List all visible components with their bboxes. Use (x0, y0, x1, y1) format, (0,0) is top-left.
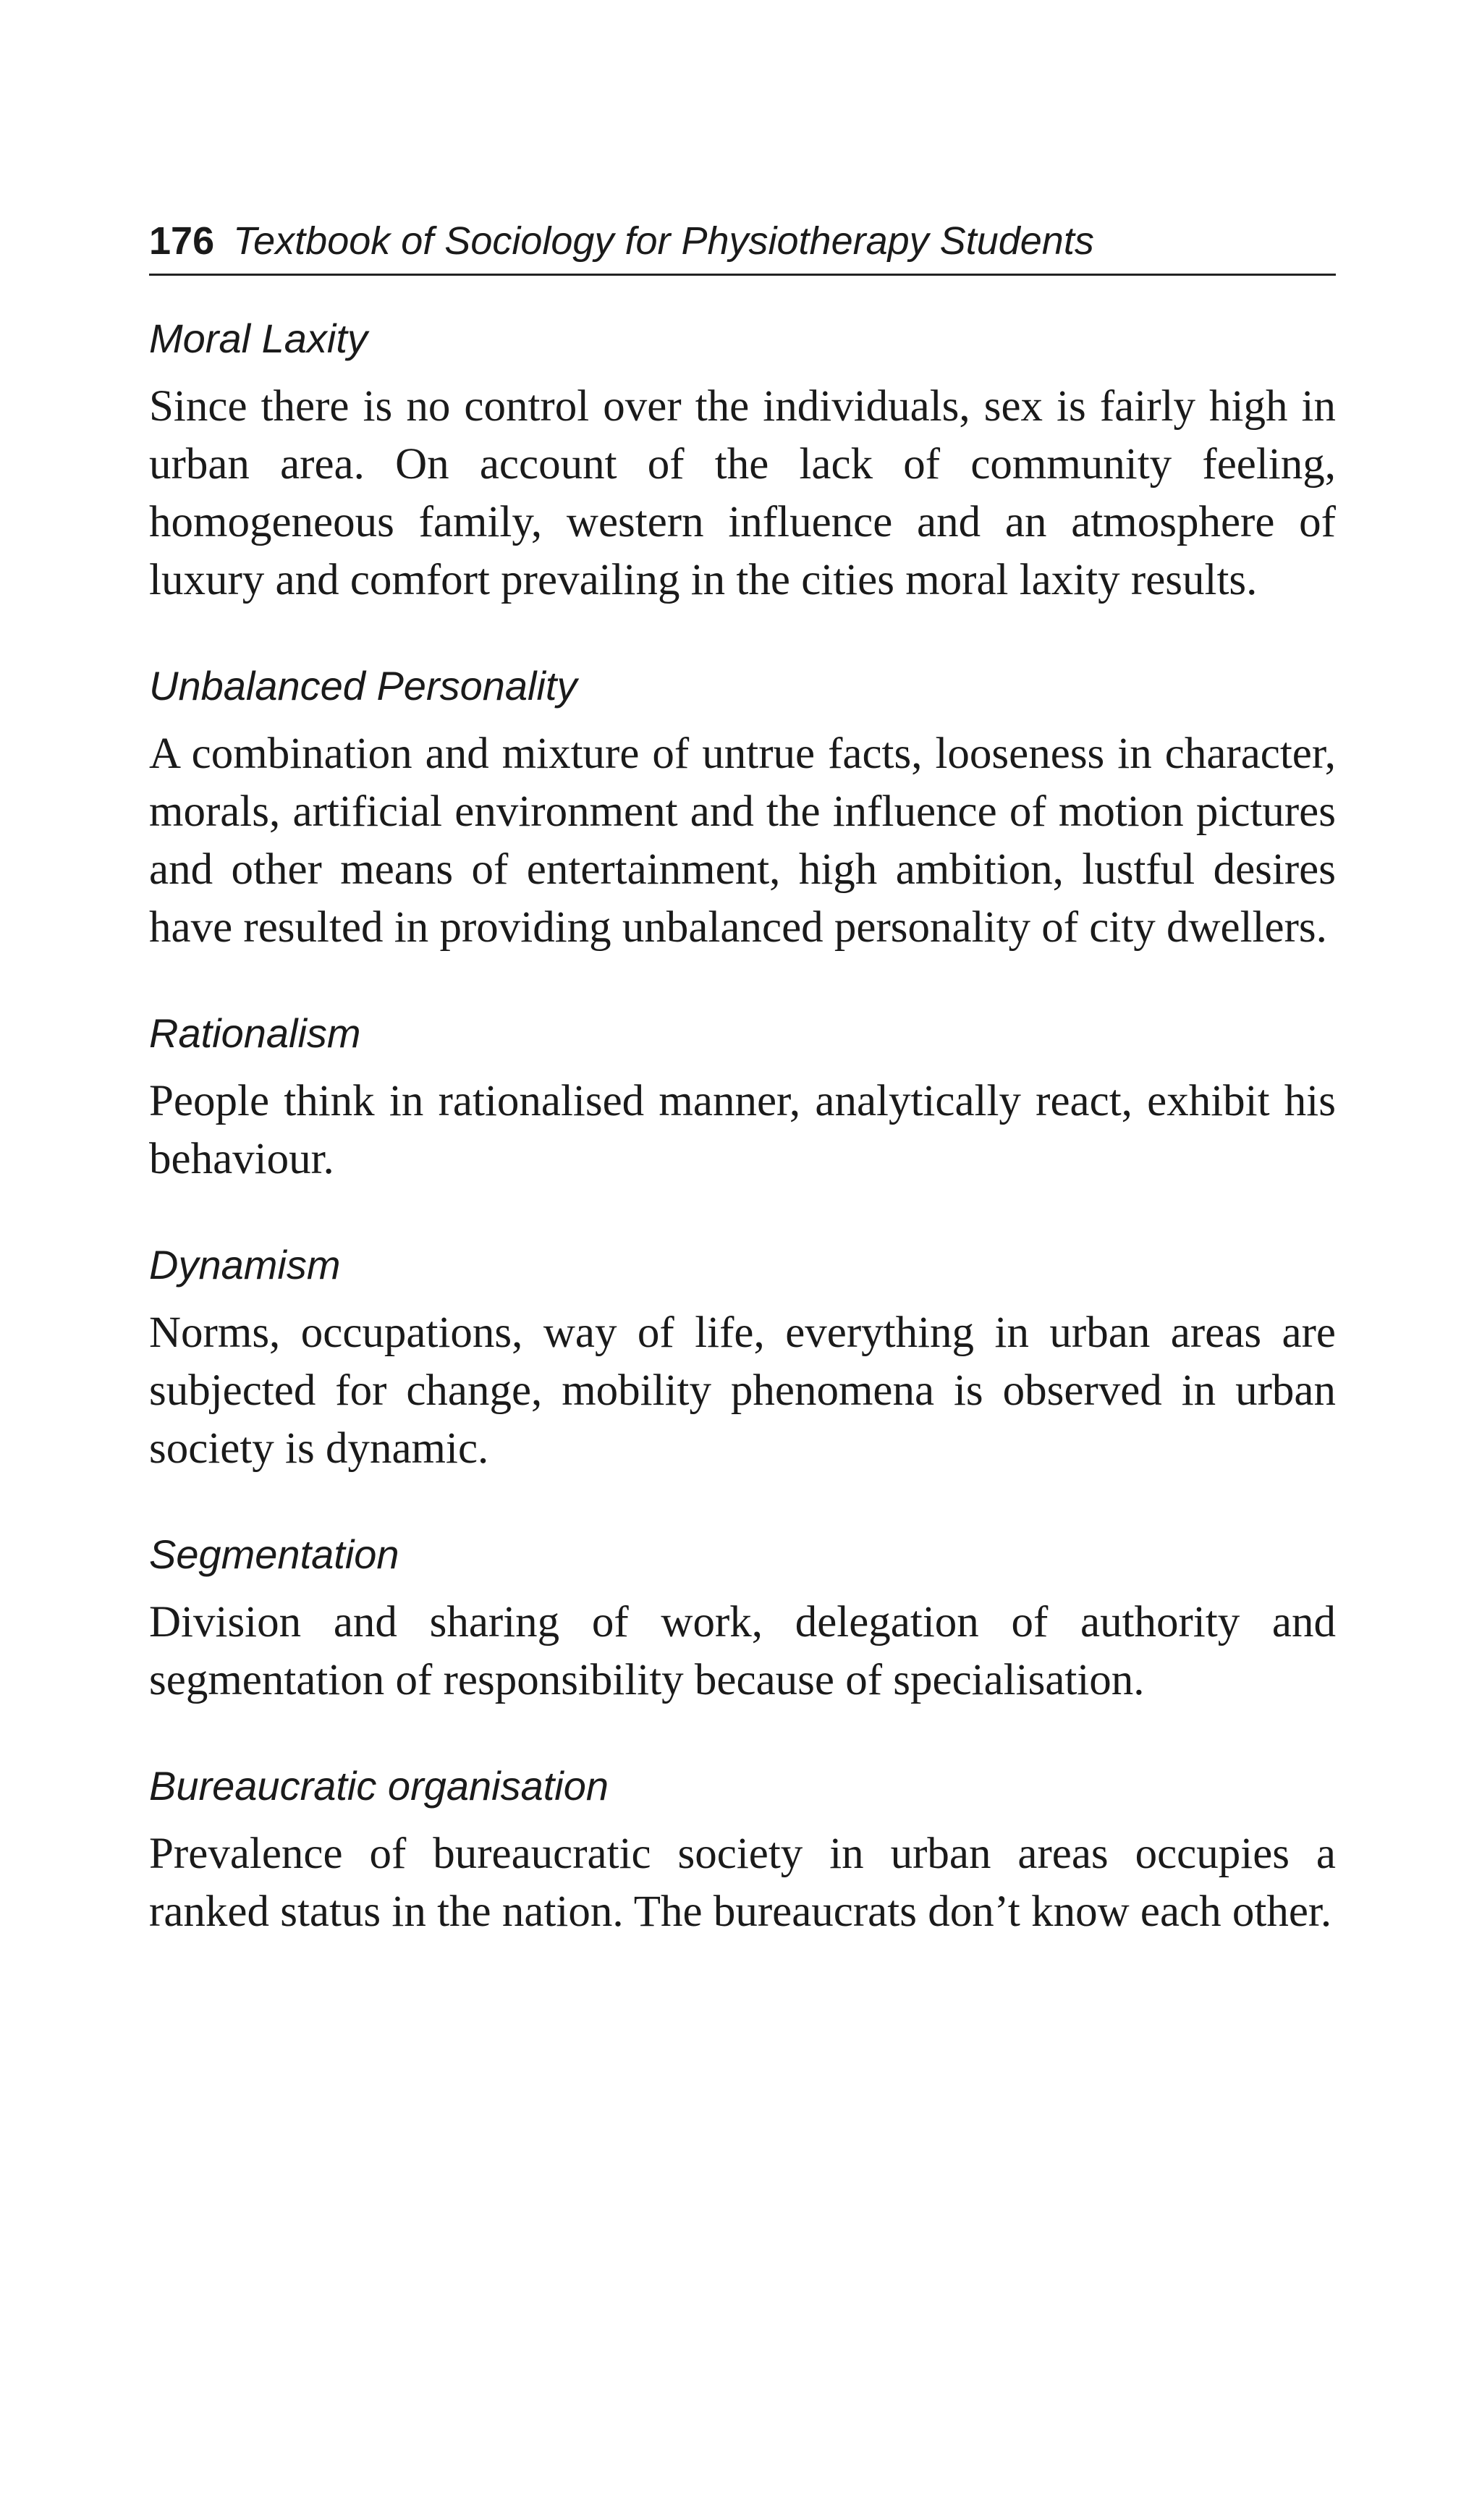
section-unbalanced-personality (149, 657, 1336, 957)
section-segmentation (149, 1526, 1336, 1709)
section-heading: Moral Laxity (149, 316, 368, 361)
section-body: Norms, occupations, way of life, everything in urban areas are subjected for change, mobility phenomena is observed in urban society is dynamic. (149, 1308, 1336, 1473)
book-title: Textbook of Sociology for Physiotherapy Students (233, 219, 1094, 263)
section-heading: Bureaucratic organisation (149, 1763, 609, 1809)
running-header (149, 216, 1336, 276)
section-heading: Unbalanced Personality (149, 663, 577, 709)
section-moral-laxity (149, 310, 1336, 609)
page-number: 176 (149, 219, 215, 263)
page-content (149, 310, 1336, 1989)
section-body: Division and sharing of work, delegation of authority and segmentation of responsibility because of specialisation. (149, 1598, 1336, 1704)
section-heading: Dynamism (149, 1242, 341, 1288)
section-body: People think in rationalised manner, analytically react, exhibit his behaviour. (149, 1077, 1336, 1183)
section-body: Prevalence of bureaucratic society in urban areas occupies a ranked status in the nation. The bureaucrats don’t know each other. (149, 1830, 1336, 1936)
section-bureaucratic-organisation (149, 1757, 1336, 1941)
section-body: A combination and mixture of untrue facts, looseness in character, morals, artificial environment and the influence of motion pictures and other means of entertainment, high ambition, lustful desires have resulted in providing unbalanced personality of city dwellers. (149, 730, 1336, 952)
section-body: Since there is no control over the individuals, sex is fairly high in urban area. On account of the lack of community feeling, homogeneous family, western influence and an atmosphere of luxury and comfort prevailing in the cities moral laxity results. (149, 382, 1336, 604)
section-dynamism (149, 1236, 1336, 1478)
section-heading: Rationalism (149, 1010, 361, 1056)
section-rationalism (149, 1005, 1336, 1188)
section-heading: Segmentation (149, 1531, 399, 1577)
